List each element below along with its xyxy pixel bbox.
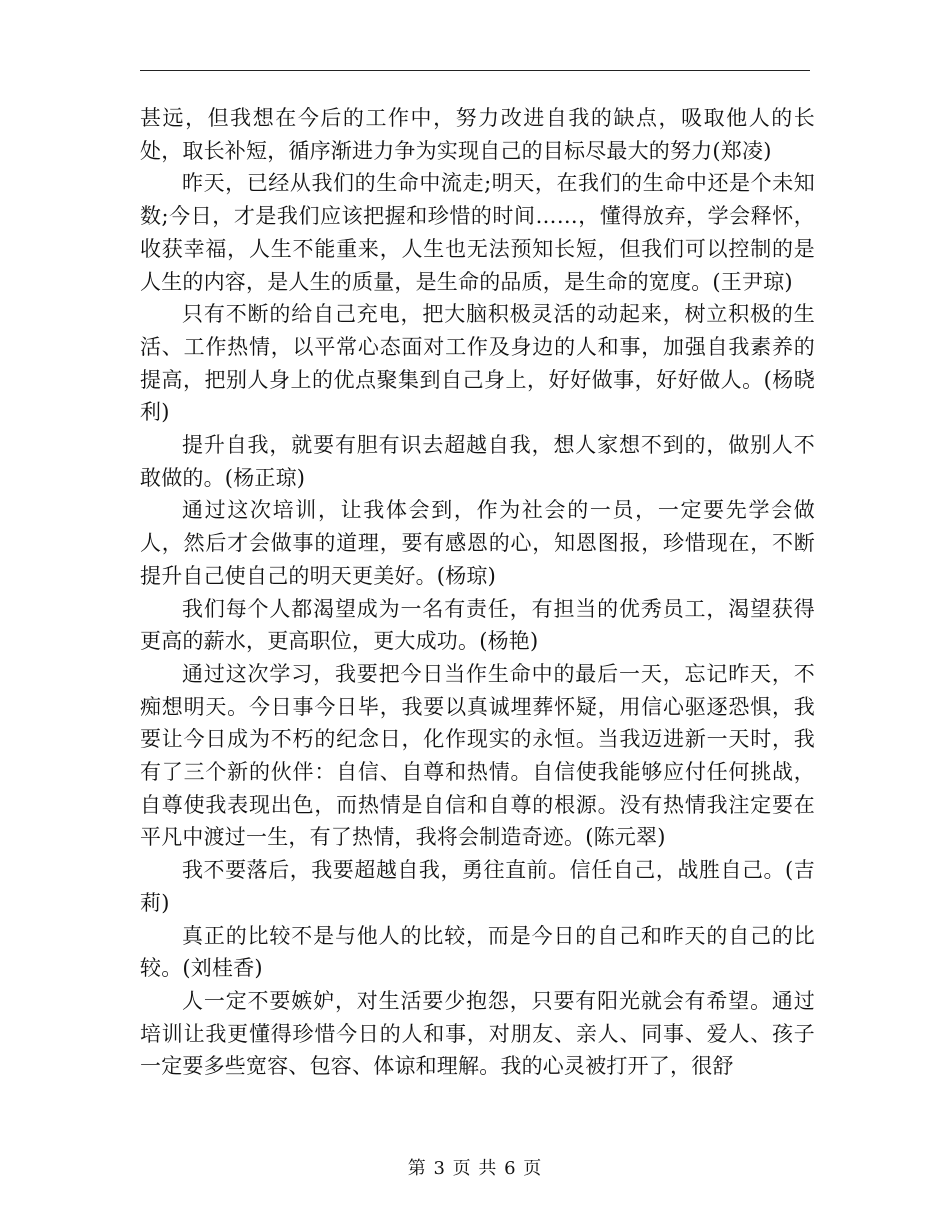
paragraph: 我不要落后，我要超越自我，勇往直前。信任自己，战胜自己。(吉莉) [140,858,815,915]
paragraph: 我们每个人都渴望成为一名有责任，有担当的优秀员工，渴望获得更高的薪水，更高职位，更大成功。(杨艳) [140,596,815,654]
paragraph: 人一定不要嫉妒，对生活要少抱怨，只要有阳光就会有希望。通过培训让我更懂得珍惜今日的人和事，对朋友、亲人、同事、爱人、孩子一定要多些宽容、包容、体谅和理解。我的心灵被打开了，很舒 [140,988,815,1079]
page-number-footer: 第 3 页 共 6 页 [407,1158,543,1179]
paragraph: 提升自我，就要有胆有识去超越自我，想人家想不到的，做别人不敢做的。(杨正琼) [140,433,815,490]
paragraph: 真正的比较不是与他人的比较，而是今日的自己和昨天的自己的比较。(刘桂香) [140,923,815,981]
paragraph: 甚远，但我想在今后的工作中，努力改进自我的缺点，吸取他人的长处，取长补短，循序渐进力争为实现自己的目标尽最大的努力(郑凌) [140,106,815,163]
paragraph: 只有不断的给自己充电，把大脑积极灵活的动起来，树立积极的生活、工作热情，以平常心态面对工作及身边的人和事，加强自我素养的提高，把别人身上的优点聚集到自己身上，好好做事，好好做人。(杨晓利) [140,302,815,425]
paragraph: 通过这次学习，我要把今日当作生命中的最后一天，忘记昨天，不痴想明天。今日事今日毕，我要以真诚埋葬怀疑，用信心驱逐恐惧，我要让今日成为不朽的纪念日，化作现实的永恒。当我迈进新一天时，我有了三个新的伙伴：自信、自尊和热情。自信使我能够应付任何挑战，自尊使我表现出色，而热情是自信和自尊的根源。没有热情我注定要在平凡中渡过一生，有了热情，我将会制造奇迹。(陈元翠) [140,661,815,850]
paragraph: 通过这次培训，让我体会到，作为社会的一员，一定要先学会做人，然后才会做事的道理，要有感恩的心，知恩图报，珍惜现在，不断提升自己使自己的明天更美好。(杨琼) [140,498,815,588]
document-body [140,102,815,1083]
header-rule [140,70,810,71]
paragraph: 昨天，已经从我们的生命中流走;明天，在我们的生命中还是个未知数;今日，才是我们应该把握和珍惜的时间……，懂得放弃，学会释怀，收获幸福，人生不能重来，人生也无法预知长短，但我们可以控制的是人生的内容，是人生的质量，是生命的品质，是生命的宽度。(王尹琼) [140,171,815,294]
